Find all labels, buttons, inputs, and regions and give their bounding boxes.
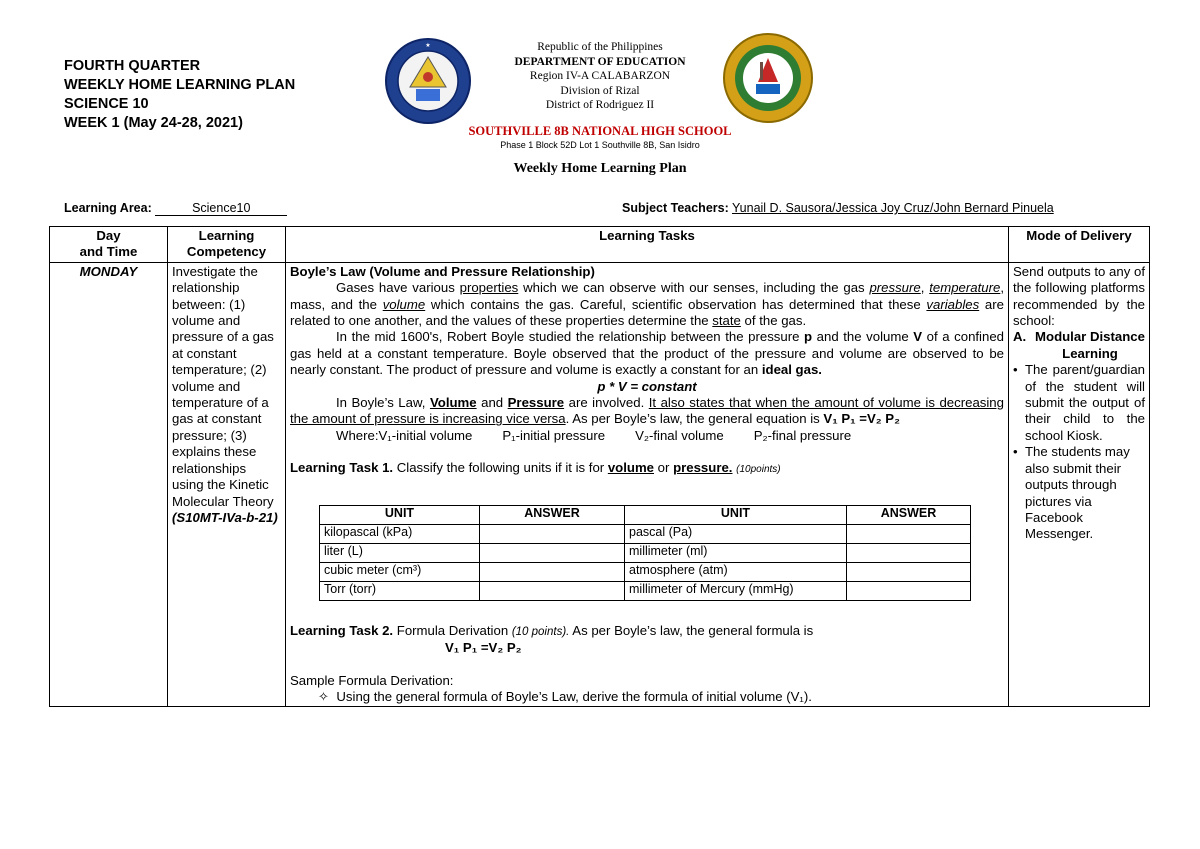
competency-code: (S10MT-IVa-b-21) <box>172 509 278 525</box>
answer-field <box>847 543 971 562</box>
table-header-row <box>50 227 1150 263</box>
answer-field <box>480 562 625 581</box>
learning-plan-table <box>49 226 1150 707</box>
school-address: Phase 1 Block 52D Lot 1 Southville 8B, San Isidro <box>500 140 700 150</box>
learning-area-value: Science10 <box>155 201 287 216</box>
document-title: Weekly Home Learning Plan <box>513 161 687 176</box>
answer-field <box>480 524 625 543</box>
school-seal-logo <box>722 32 814 124</box>
table-row <box>50 262 1150 707</box>
mode-option-a: A. Modular Distance Learning <box>1013 329 1145 361</box>
units-table <box>319 505 971 601</box>
competency-cell <box>168 262 286 707</box>
quarter-label: FOURTH QUARTER <box>64 58 201 74</box>
department-line: DEPARTMENT OF EDUCATION <box>514 55 686 68</box>
answer-field <box>847 524 971 543</box>
mode-cell <box>1009 262 1150 707</box>
mode-bullet-1: • The parent/guardian of the student will submit the output of their child to the school Kiosk. <box>1013 362 1145 443</box>
where-line: Where:V₁-initial volume P₁-initial pressure V₂-final volume P₂-final pressure <box>336 427 852 443</box>
bullet-icon: • <box>1013 444 1018 460</box>
svg-text:★: ★ <box>425 42 431 49</box>
header-day: Day and Time <box>50 227 168 263</box>
table-row: liter (L) millimeter (ml) <box>320 543 971 562</box>
mode-bullet-2: • The students may also submit their outputs through pictures via Facebook Messenger. <box>1013 444 1130 542</box>
table-row: cubic meter (cm³) atmosphere (atm) <box>320 562 971 581</box>
subject-teachers <box>622 201 1054 215</box>
answer-field <box>847 581 971 600</box>
tasks-paragraph-2: In the mid 1600's, Robert Boyle studied the relationship between the pressure p and the volume V of a confined gas held at a constant temperature. Boyle observed that the product of the pressure and volume are observed to be nearly constant. The product of pressure and volume is exactly a constant for an ideal gas. <box>290 329 1004 378</box>
teachers-label: Subject Teachers: <box>622 201 729 215</box>
task-2-formula: V₁ P₁ =V₂ P₂ <box>445 640 522 656</box>
republic-line: Republic of the Philippines <box>537 41 663 53</box>
tasks-paragraph-1: Gases have various properties which we can observe with our senses, including the gas pressure, temperature, mass, and the volume which contains the gas. Careful, scientific observation has determined that these variables are related to one another, and the values of these properties determine the state of the gas. <box>290 280 1004 329</box>
tasks-paragraph-3: In Boyle’s Law, Volume and Pressure are involved. It also states that when the amount of volume is decreasing the amount of pressure is increasing vice versa. As per Boyle’s law, the general equation is V₁ P₁ =V₂ P₂ <box>290 395 1004 427</box>
region-line: Region IV-A CALABARZON <box>529 70 671 83</box>
header-competency: Learning Competency <box>168 227 286 263</box>
table-row: Torr (torr) millimeter of Mercury (mmHg) <box>320 581 971 600</box>
learning-area-label: Learning Area: <box>64 201 152 215</box>
bullet-icon: • <box>1013 362 1018 378</box>
competency-text: Investigate the relationship between: (1) volume and pressure of a gas at constant temperature; (2) volume and temperature of a gas at constant pressure; (3) explains these relationships using the Kinetic Molecular Theory <box>172 263 274 509</box>
mode-intro: Send outputs to any of the following platforms recommended by the school: <box>1013 263 1145 329</box>
deped-header <box>460 40 740 113</box>
answer-field <box>847 562 971 581</box>
units-header-row: UNIT ANSWER UNIT ANSWER <box>320 505 971 524</box>
header-left <box>64 57 295 133</box>
teachers-value: Yunail D. Sausora/Jessica Joy Cruz/John Bernard Pinuela <box>732 201 1054 215</box>
diamond-bullet-icon: ✧ <box>318 688 330 704</box>
school-name: SOUTHVILLE 8B NATIONAL HIGH SCHOOL <box>468 124 732 138</box>
header-tasks: Learning Tasks <box>286 227 1009 263</box>
answer-field <box>480 581 625 600</box>
tasks-cell <box>286 262 1009 707</box>
sample-derivation-label: Sample Formula Derivation: <box>290 672 454 688</box>
learning-area <box>64 201 287 216</box>
day-cell: MONDAY <box>50 262 168 707</box>
week-label: WEEK 1 (May 24-28, 2021) <box>64 115 243 131</box>
table-row: kilopascal (kPa) pascal (Pa) <box>320 524 971 543</box>
deped-seal-logo <box>384 37 472 125</box>
division-line: Division of Rizal <box>560 84 640 97</box>
derivation-bullet: ✧ Using the general formula of Boyle’s Law, derive the formula of initial volume (V₁). <box>318 688 812 704</box>
answer-field <box>480 543 625 562</box>
boyle-equation: p * V = constant <box>597 378 697 394</box>
plan-label: WEEKLY HOME LEARNING PLAN <box>64 77 296 93</box>
learning-task-2: Learning Task 2. Formula Derivation (10 points). As per Boyle’s law, the general formula is <box>290 622 814 638</box>
district-line: District of Rodriguez II <box>545 99 655 112</box>
header-mode: Mode of Delivery <box>1009 227 1150 263</box>
tasks-title: Boyle’s Law (Volume and Pressure Relationship) <box>290 263 595 279</box>
subject-label: SCIENCE 10 <box>64 96 149 112</box>
learning-task-1: Learning Task 1. Classify the following units if it is for volume or pressure. (10points) <box>290 460 781 476</box>
